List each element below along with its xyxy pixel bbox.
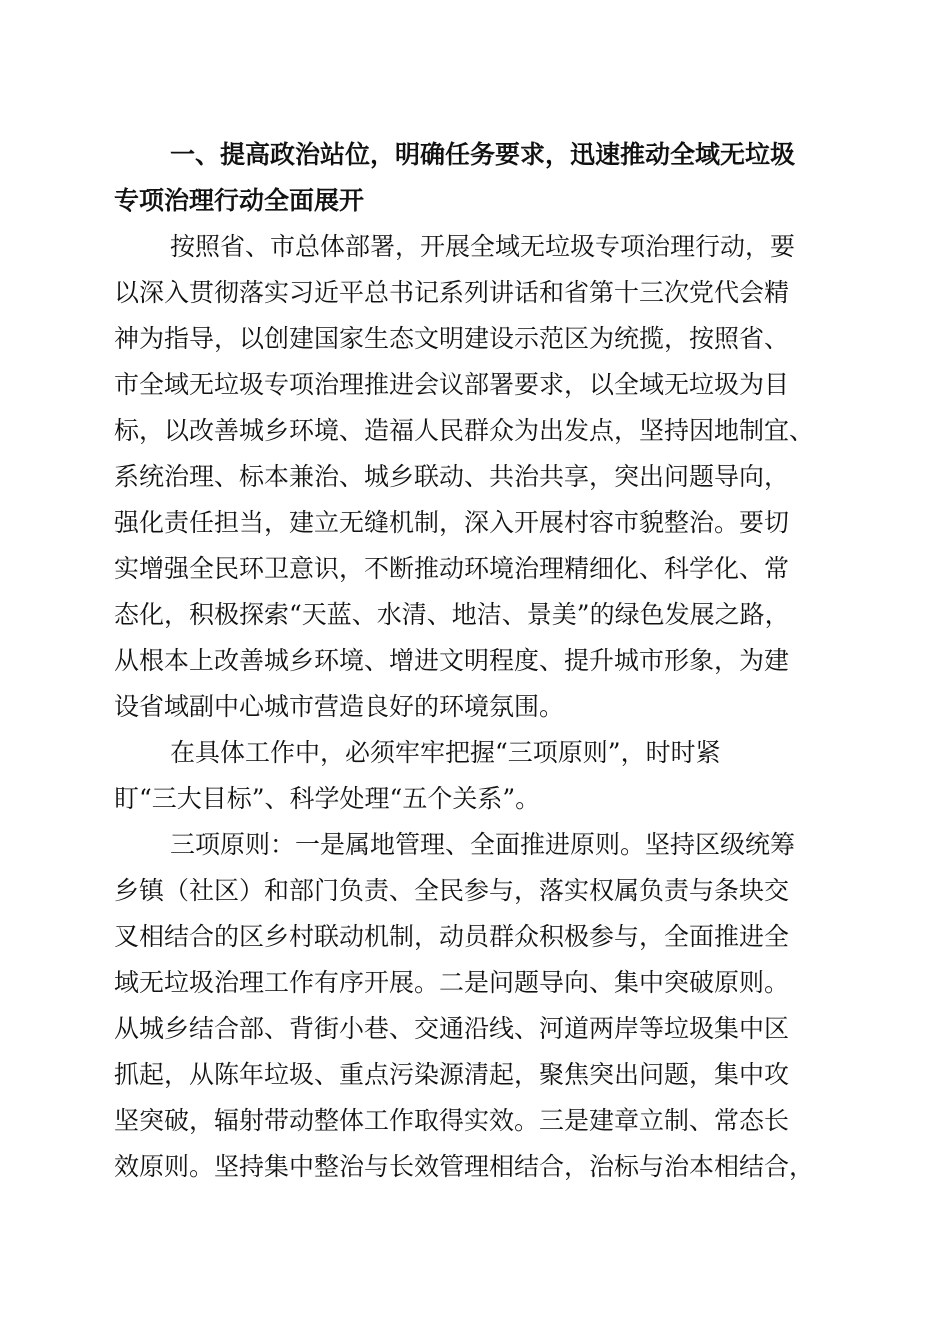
paragraph-line: 叉相结合的区乡村联动机制，动员群众积极参与，全面推进全 [114,922,790,951]
paragraph-line: 域无垃圾治理工作有序开展。二是问题导向、集中突破原则。 [114,968,790,997]
section-heading [114,132,824,224]
paragraph-line: 按照省、市总体部署，开展全域无垃圾专项治理行动，要 [170,232,796,261]
paragraph-line: 态化，积极探索“天蓝、水清、地洁、景美”的绿色发展之路， [114,600,790,629]
paragraph-line: 实增强全民环卫意识，不断推动环境治理精细化、科学化、常 [114,554,790,583]
paragraph-work-focus [114,730,824,822]
document-body [114,132,824,1190]
paragraph-line: 在具体工作中，必须牢牢把握“三项原则”，时时紧 [170,738,721,767]
paragraph-line: 乡镇（社区）和部门负责、全民参与，落实权属负责与条块交 [114,876,790,905]
paragraph-line: 从城乡结合部、背街小巷、交通沿线、河道两岸等垃圾集中区 [114,1014,790,1043]
paragraph-line: 神为指导，以创建国家生态文明建设示范区为统揽，按照省、 [114,324,790,353]
paragraph-line: 系统治理、标本兼治、城乡联动、共治共享，突出问题导向， [114,462,790,491]
paragraph-overview [114,224,824,730]
heading-line: 一、提高政治站位，明确任务要求，迅速推动全域无垃圾 [170,140,796,169]
heading-line: 专项治理行动全面展开 [114,186,365,215]
paragraph-line: 三项原则：一是属地管理、全面推进原则。坚持区级统筹 [170,830,796,859]
paragraph-line: 设省域副中心城市营造良好的环境氛围。 [114,692,565,721]
paragraph-line: 以深入贯彻落实习近平总书记系列讲话和省第十三次党代会精 [114,278,790,307]
paragraph-three-principles [114,822,824,1190]
paragraph-line: 标，以改善城乡环境、造福人民群众为出发点，坚持因地制宜、 [114,416,815,445]
paragraph-line: 抓起，从陈年垃圾、重点污染源清起，聚焦突出问题，集中攻 [114,1060,790,1089]
paragraph-line: 盯“三大目标”、科学处理“五个关系”。 [114,784,541,813]
paragraph-line: 强化责任担当，建立无缝机制，深入开展村容市貌整治。要切 [114,508,790,537]
paragraph-line: 效原则。坚持集中整治与长效管理相结合，治标与治本相结合， [114,1152,815,1181]
paragraph-line: 坚突破，辐射带动整体工作取得实效。三是建章立制、常态长 [114,1106,790,1135]
paragraph-line: 市全域无垃圾专项治理推进会议部署要求，以全域无垃圾为目 [114,370,790,399]
paragraph-line: 从根本上改善城乡环境、增进文明程度、提升城市形象，为建 [114,646,790,675]
